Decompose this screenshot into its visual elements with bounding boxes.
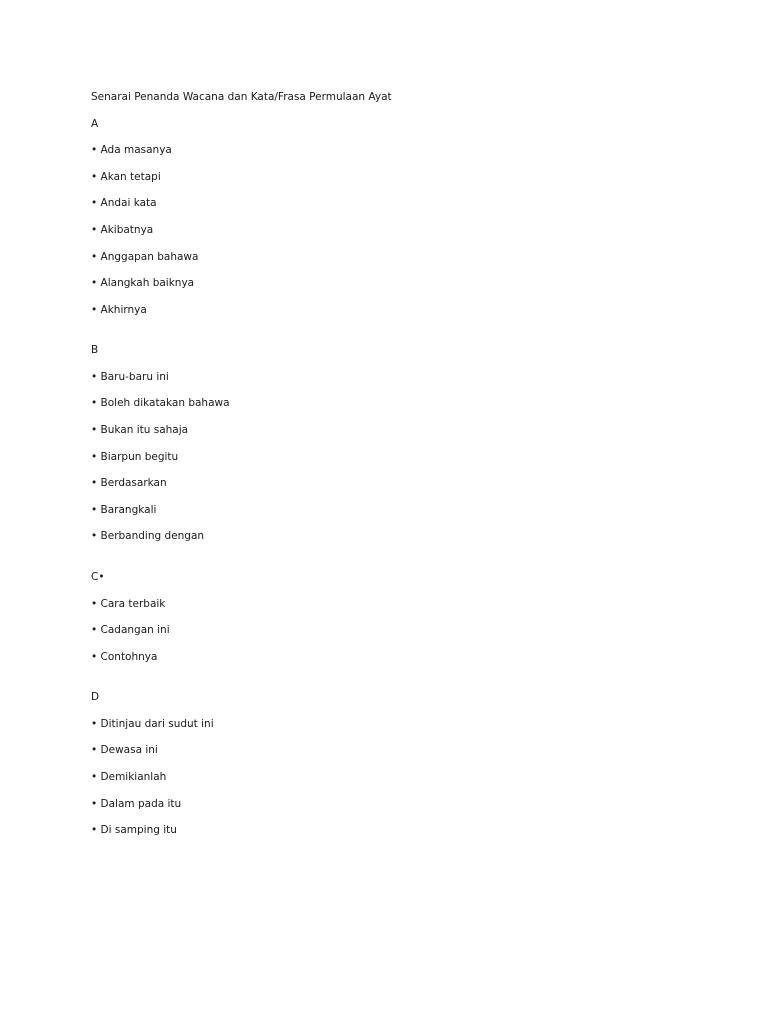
list-item: • Andai kata: [91, 197, 157, 210]
list-item: • Contohnya: [91, 650, 158, 663]
list-item: • Di samping itu: [91, 824, 177, 837]
item-list: [91, 370, 691, 544]
list-item: • Alangkah baiknya: [91, 277, 195, 290]
item-list: [91, 597, 691, 664]
list-item: • Ada masanya: [91, 144, 172, 157]
list-item: • Berbanding dengan: [91, 530, 205, 543]
list-item: • Cadangan ini: [91, 624, 170, 637]
list-item: • Akan tetapi: [91, 170, 161, 183]
section-c: [91, 570, 691, 664]
list-item: • Biarpun begitu: [91, 450, 179, 463]
list-item: • Ditinjau dari sudut ini: [91, 717, 214, 730]
list-item: • Bukan itu sahaja: [91, 424, 189, 437]
list-item: • Dewasa ini: [91, 744, 158, 757]
list-item: • Anggapan bahawa: [91, 250, 199, 263]
section-b: [91, 343, 691, 543]
item-list: [91, 143, 691, 317]
section-a: [91, 117, 691, 317]
item-list: [91, 717, 691, 837]
list-item: • Cara terbaik: [91, 597, 166, 610]
section-heading: C•: [91, 570, 105, 583]
list-item: • Akhirnya: [91, 303, 147, 316]
document-page: [91, 90, 691, 837]
list-item: • Barangkali: [91, 503, 157, 516]
section-heading: A: [91, 117, 99, 130]
list-item: • Demikianlah: [91, 770, 167, 783]
section-d: [91, 690, 691, 837]
section-heading: B: [91, 344, 99, 357]
list-item: • Berdasarkan: [91, 477, 167, 490]
list-item: • Baru-baru ini: [91, 370, 169, 383]
list-item: • Boleh dikatakan bahawa: [91, 397, 230, 410]
list-item: • Akibatnya: [91, 223, 154, 236]
list-item: • Dalam pada itu: [91, 797, 182, 810]
section-heading: D: [91, 691, 100, 704]
document-title: Senarai Penanda Wacana dan Kata/Frasa Permulaan Ayat: [91, 91, 392, 103]
